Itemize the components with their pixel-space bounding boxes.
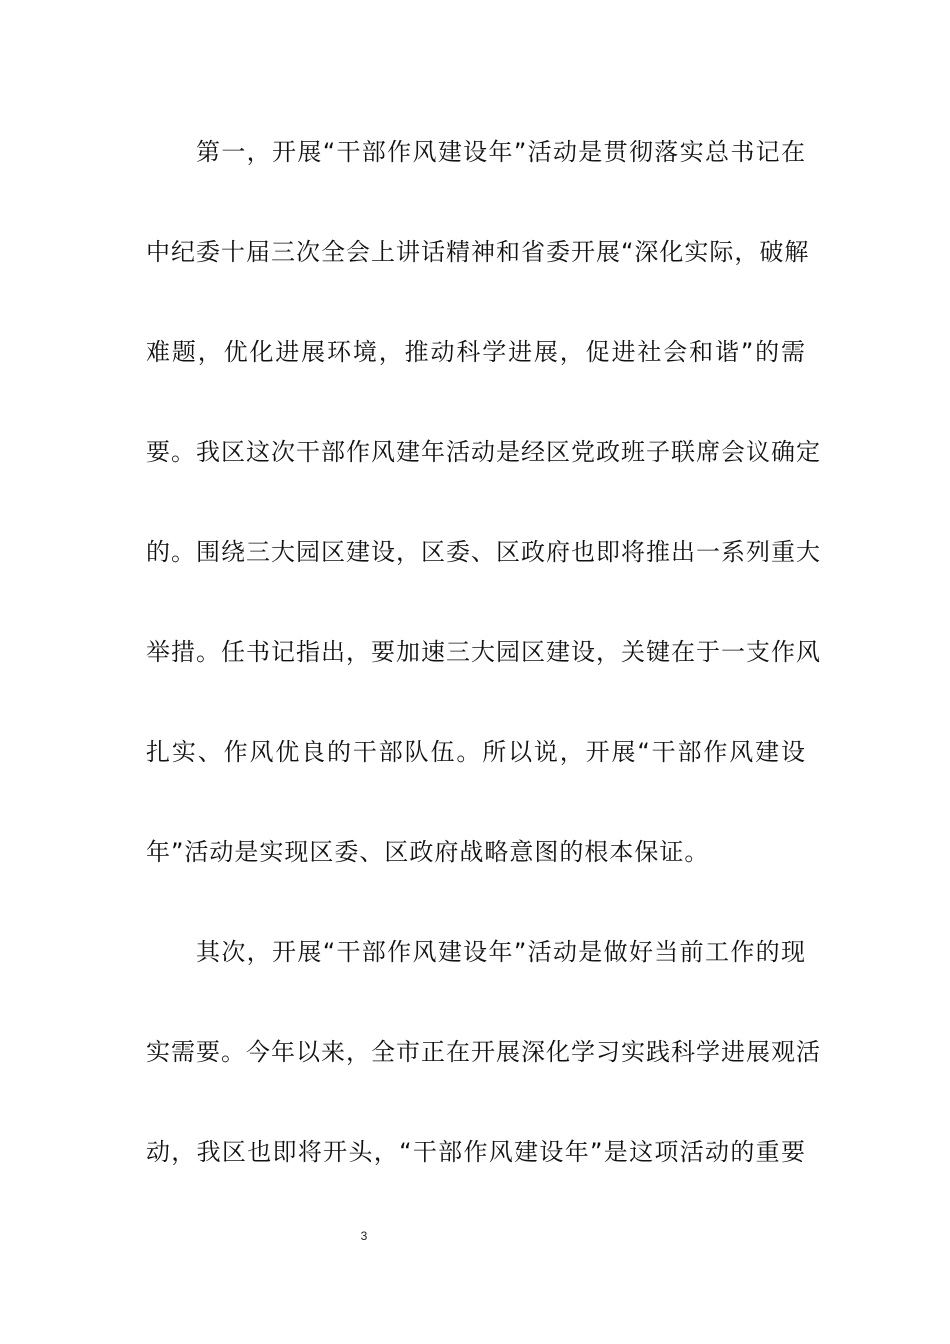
paragraph-2-line-2: 实需要。今年以来，全市正在开展深化学习实践科学进展观活 <box>146 1038 821 1066</box>
paragraph-2-line-1: 其次，开展“干部作风建设年”活动是做好当前工作的现 <box>196 938 806 966</box>
paragraph-1-line-8: 年”活动是实现区委、区政府战略意图的根本保证。 <box>146 838 710 866</box>
page-number: 3 <box>360 1229 368 1243</box>
paragraph-1-line-3: 难题，优化进展环境，推动科学进展，促进社会和谐”的需 <box>146 338 806 366</box>
paragraph-1-line-2: 中纪委十届三次全会上讲话精神和省委开展“深化实际，破解 <box>146 238 810 266</box>
paragraph-1-line-7: 扎实、作风优良的干部队伍。所以说，开展“干部作风建设 <box>146 738 806 766</box>
paragraph-2-line-3: 动，我区也即将开头，“干部作风建设年”是这项活动的重要 <box>146 1138 806 1166</box>
paragraph-1-line-4: 要。我区这次干部作风建年活动是经区党政班子联席会议确定 <box>146 438 821 466</box>
paragraph-1-line-6: 举措。任书记指出，要加速三大园区建设，关键在于一支作风 <box>146 638 821 666</box>
paragraph-1-line-1: 第一，开展“干部作风建设年”活动是贯彻落实总书记在 <box>196 138 806 166</box>
paragraph-1-line-5: 的。围绕三大园区建设，区委、区政府也即将推出一系列重大 <box>146 538 821 566</box>
